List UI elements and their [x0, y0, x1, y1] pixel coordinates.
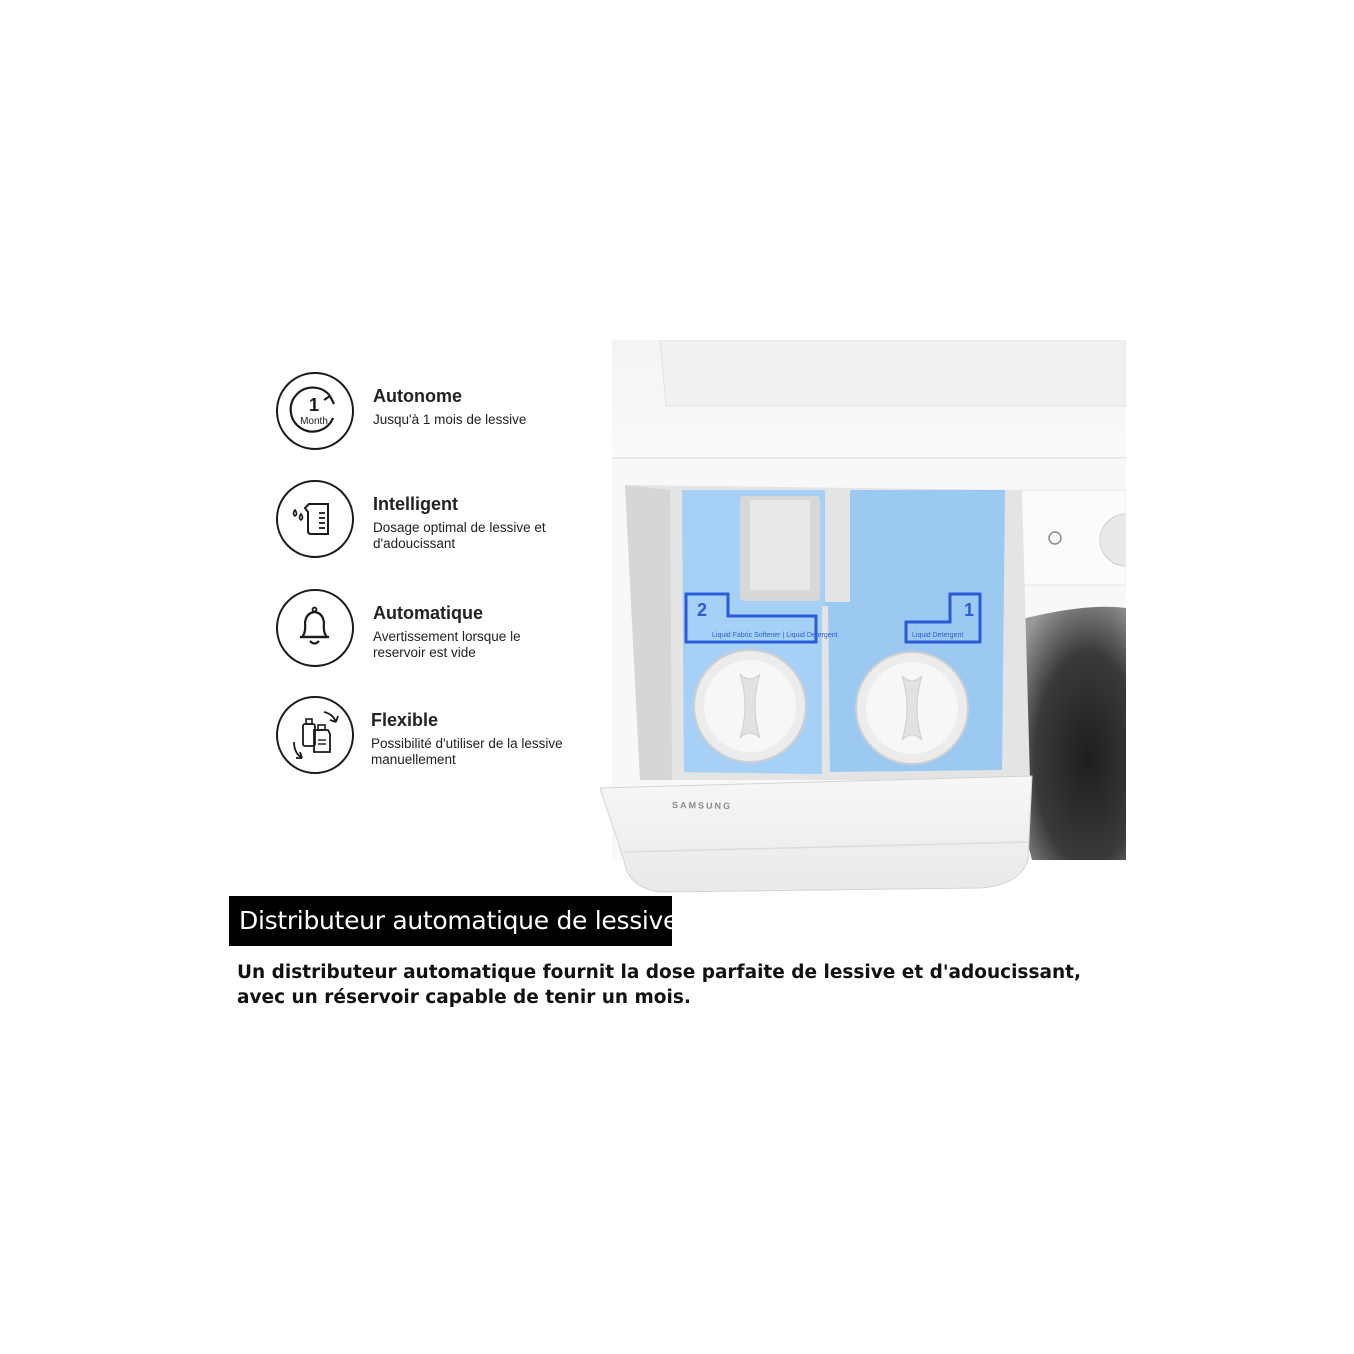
detergent-bottles-swap-icon: [276, 696, 354, 774]
detergent-dispenser-photo: [600, 340, 1126, 900]
feature-flexible: [276, 696, 576, 778]
feature-description: Possibilité d'utiliser de la lessive manuellement: [371, 736, 563, 767]
brand-logo: SAMSUNG: [671, 800, 733, 812]
feature-title: Flexible: [371, 710, 439, 730]
feature-title: Automatique: [373, 603, 483, 623]
feature-description: Avertissement lorsque le reservoir est vide: [373, 629, 521, 660]
measuring-jug-drops-icon: [276, 480, 354, 558]
compartment-number-1: 1: [964, 600, 975, 620]
section-description: Un distributeur automatique fournit la dose parfaite de lessive et d'adoucissant, avec un réservoir capable de tenir un mois.: [237, 962, 1081, 1008]
feature-title: Intelligent: [373, 494, 458, 514]
section-heading: Distributeur automatique de lessive: [229, 896, 672, 946]
feature-automatique: [276, 589, 576, 671]
compartment-label-1: Liquid Detergent: [912, 632, 964, 639]
compartment-number-2: 2: [697, 600, 708, 620]
feature-intelligent: [276, 480, 576, 562]
bell-icon: [276, 589, 354, 667]
one-month-cycle-icon: [276, 372, 354, 450]
feature-description: Jusqu'à 1 mois de lessive: [373, 412, 527, 427]
icon-label: Month: [300, 416, 328, 427]
feature-description: Dosage optimal de lessive et d'adoucissant: [373, 520, 546, 551]
feature-title: Autonome: [373, 386, 462, 406]
icon-number: 1: [308, 395, 320, 415]
feature-autonome: [276, 372, 576, 454]
compartment-labels-2: Liquid Fabric Softener | Liquid Detergent: [712, 632, 838, 639]
